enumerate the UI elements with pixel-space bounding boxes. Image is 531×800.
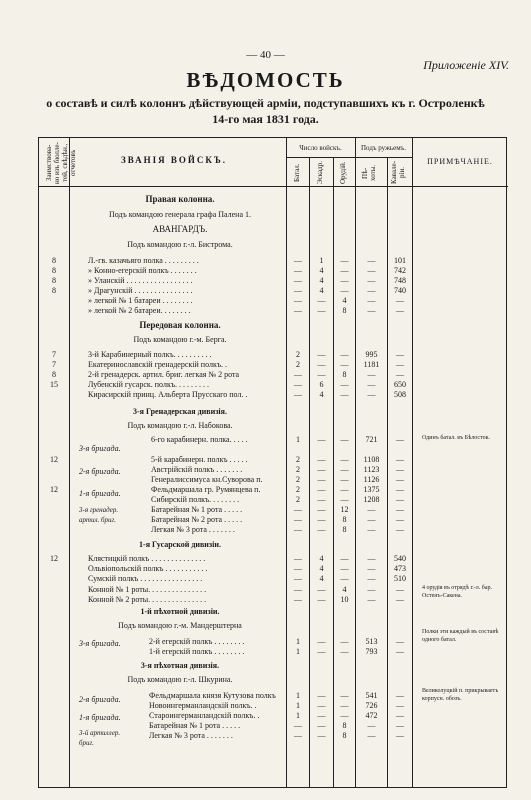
row-squadrons: —: [317, 475, 326, 484]
row-cavalry: —: [396, 360, 404, 369]
row-cavalry: —: [396, 595, 404, 604]
row-squadrons: 4: [319, 390, 324, 399]
row-infantry: —: [367, 721, 376, 730]
row-guns: 8: [342, 731, 347, 740]
row-infantry: —: [367, 564, 376, 573]
row-cavalry: —: [396, 465, 404, 474]
row-squadrons: —: [317, 701, 326, 710]
row-guns: 8: [342, 306, 347, 315]
row-battalions: 2: [296, 495, 300, 504]
header-rule: [39, 186, 508, 187]
row-unit-name: » Уланскій . . . . . . . . . . . . . . . . .: [88, 276, 193, 285]
row-infantry: —: [367, 515, 376, 524]
row-battalions: 2: [296, 465, 300, 474]
row-cavalry: —: [396, 296, 404, 305]
row-infantry: —: [367, 574, 376, 583]
row-cavalry: —: [396, 525, 404, 534]
row-battalions: 1: [296, 435, 300, 444]
header-source: Заимствова- но изъ бюлле- тей, свѣдѣн., отчетовъ: [45, 142, 77, 184]
row-cavalry: 473: [394, 564, 406, 573]
row-infantry: 995: [365, 350, 378, 359]
section-title: 1-й пѣхотной дивизіи.: [140, 607, 220, 616]
section-title: 3-я пѣхотная дивизія.: [140, 661, 220, 670]
row-infantry: —: [367, 306, 376, 315]
row-guns: —: [340, 455, 349, 464]
row-battalions: 2: [296, 475, 300, 484]
brigade-label: 2-я бригада.: [79, 467, 121, 476]
row-guns: —: [340, 495, 349, 504]
row-source-number: 12: [50, 485, 58, 494]
brigade-label: 3-я бригада.: [79, 444, 121, 453]
row-battalions: 2: [296, 350, 300, 359]
row-cavalry: 650: [394, 380, 406, 389]
row-battalions: —: [294, 515, 302, 524]
row-battalions: 1: [296, 701, 300, 710]
row-infantry: —: [367, 554, 376, 563]
row-unit-name: Генералиссимуса кн.Суворова п.: [151, 475, 263, 484]
header-infantry: Пѣ- хоты.: [361, 164, 377, 182]
remark-note: Великолуцкій п. прикрываетъ корпусн. обозъ.: [422, 688, 499, 702]
row-infantry: —: [367, 276, 376, 285]
row-unit-name: Конной № 2 роты. . . . . . . . . . . . . . .: [88, 595, 207, 604]
row-guns: 4: [342, 585, 347, 594]
page-number: — 40 —: [246, 49, 285, 61]
section-title: 1-я Гусарской дивизіи.: [139, 540, 221, 549]
row-squadrons: —: [317, 637, 326, 646]
row-source-number: 7: [52, 350, 56, 359]
row-battalions: —: [294, 266, 302, 275]
section-title: Правая колонна.: [145, 194, 215, 204]
row-unit-name: Л.-гв. казачьяго полка . . . . . . . . .: [88, 256, 199, 265]
row-infantry: —: [367, 595, 376, 604]
row-unit-name: Екатеринославскій гренадерскій полкъ. .: [88, 360, 227, 369]
row-infantry: —: [367, 380, 376, 389]
row-cavalry: —: [396, 637, 404, 646]
row-guns: 8: [342, 721, 347, 730]
row-squadrons: —: [317, 495, 326, 504]
row-infantry: 1123: [363, 465, 380, 474]
row-cavalry: —: [396, 585, 404, 594]
row-cavalry: —: [396, 370, 404, 379]
header-number-of-troops: Число войскъ.: [299, 144, 342, 152]
table-row: [39, 573, 508, 584]
row-battalions: —: [294, 286, 302, 295]
row-battalions: 2: [296, 485, 300, 494]
row-guns: —: [340, 574, 349, 583]
row-guns: 4: [342, 296, 347, 305]
row-guns: —: [340, 360, 349, 369]
row-cavalry: —: [396, 691, 404, 700]
row-infantry: 1375: [363, 485, 380, 494]
row-source-number: 12: [50, 554, 58, 563]
row-unit-name: 2-й гренадерск. артил. бриг. легкая № 2 рота: [88, 370, 240, 379]
row-guns: 12: [340, 505, 349, 514]
row-unit-name: Кирасирскій принц. Альберта Прусскаго пол. .: [88, 390, 248, 399]
section-title: АВАНГАРДЪ.: [152, 224, 208, 234]
row-unit-name: Сибирскій полкъ. . . . . . . .: [151, 495, 240, 504]
section-title: Передовая колонна.: [139, 320, 221, 330]
row-infantry: —: [367, 370, 376, 379]
row-infantry: 1108: [363, 455, 380, 464]
row-source-number: 7: [52, 360, 56, 369]
row-battalions: —: [294, 595, 302, 604]
row-unit-name: Батарейная № 1 рота . . . . .: [149, 721, 241, 730]
row-guns: —: [340, 564, 349, 573]
row-squadrons: —: [317, 525, 326, 534]
row-squadrons: 4: [319, 286, 324, 295]
row-battalions: —: [294, 721, 302, 730]
row-battalions: —: [294, 256, 302, 265]
row-battalions: —: [294, 370, 302, 379]
row-unit-name: Лубенскій гусарск. полкъ. . . . . . . . .: [88, 380, 209, 389]
row-battalions: —: [294, 306, 302, 315]
row-battalions: 1: [296, 637, 300, 646]
row-unit-name: Клястицкій полкъ . . . . . . . . . . . . . .: [88, 554, 206, 563]
row-battalions: —: [294, 390, 302, 399]
row-guns: —: [340, 256, 349, 265]
row-unit-name: Батарейная № 2 рота . . . . .: [151, 515, 243, 524]
row-guns: —: [340, 647, 349, 656]
section-command: Подъ командою г.-м. Мандерштерна: [118, 621, 242, 630]
brigade-label: 1-я бригада.: [79, 489, 121, 498]
brigade-label: 3-я бригада.: [79, 639, 121, 648]
row-guns: —: [340, 380, 349, 389]
header-guns: Орудій.: [339, 161, 347, 184]
document-subtitle: о составѣ и силѣ колоннъ дѣйствующей арміи, подступавшихъ къ г. Остроленкѣ: [46, 96, 485, 110]
brigade-label: 3-й артиллер. бриг.: [79, 729, 121, 747]
header-battalions: Батал.: [293, 163, 301, 183]
row-guns: —: [340, 711, 349, 720]
row-infantry: —: [367, 525, 376, 534]
row-unit-name: Легкая № 3 рота . . . . . . .: [149, 731, 233, 740]
row-infantry: 793: [365, 647, 378, 656]
row-battalions: 2: [296, 360, 300, 369]
header-remarks: ПРИМѢЧАНІЕ.: [427, 157, 493, 166]
row-infantry: 726: [365, 701, 378, 710]
row-cavalry: 540: [394, 554, 406, 563]
row-guns: —: [340, 266, 349, 275]
row-squadrons: 4: [319, 276, 324, 285]
row-infantry: 541: [365, 691, 378, 700]
row-squadrons: 1: [319, 256, 324, 265]
row-unit-name: Староингерманландскій полкъ. .: [149, 711, 260, 720]
row-cavalry: —: [396, 475, 404, 484]
row-infantry: 513: [365, 637, 378, 646]
row-squadrons: —: [317, 721, 326, 730]
row-unit-name: Ольвіопольскій полкъ . . . . . . . . . . .: [88, 564, 208, 573]
document-title: ВѢДОМОСТЬ: [186, 68, 345, 92]
row-squadrons: —: [317, 455, 326, 464]
brigade-label: 3-я гренадер. артил. бриг.: [79, 506, 119, 524]
row-battalions: —: [294, 276, 302, 285]
row-unit-name: 1-й егерскій полкъ . . . . . . . .: [149, 647, 245, 656]
row-guns: —: [340, 475, 349, 484]
document-date: 14-го мая 1831 года.: [212, 112, 319, 126]
row-battalions: 1: [296, 647, 300, 656]
row-source-number: 8: [52, 370, 56, 379]
row-infantry: —: [367, 585, 376, 594]
row-cavalry: —: [396, 515, 404, 524]
row-cavalry: —: [396, 435, 404, 444]
row-squadrons: —: [317, 647, 326, 656]
row-squadrons: 4: [319, 554, 324, 563]
row-squadrons: —: [317, 731, 326, 740]
row-source-number: 8: [52, 276, 56, 285]
row-source-number: 8: [52, 266, 56, 275]
row-unit-name: Фельдмаршала гр. Румянцева п.: [151, 485, 261, 494]
row-cavalry: —: [396, 721, 404, 730]
row-unit-name: » легкой № 2 батареи. . . . . . . .: [88, 306, 191, 315]
table-row: [39, 524, 508, 535]
row-cavalry: 101: [394, 256, 406, 265]
row-infantry: —: [367, 296, 376, 305]
row-guns: —: [340, 485, 349, 494]
troops-table: [38, 137, 507, 788]
table-row: [39, 646, 508, 657]
row-battalions: —: [294, 296, 302, 305]
row-source-number: 12: [50, 455, 58, 464]
row-battalions: —: [294, 380, 302, 389]
remark-note: Полки эти каждый въ составѣ одного батал.: [422, 629, 499, 643]
row-guns: 8: [342, 515, 347, 524]
section-command: Подъ командою генерала графа Палена 1.: [108, 210, 252, 219]
row-infantry: —: [367, 731, 376, 740]
table-row: [39, 730, 508, 741]
row-guns: —: [340, 286, 349, 295]
row-battalions: —: [294, 525, 302, 534]
section-title: 3-я Гренадерская дивизія.: [133, 407, 227, 416]
row-cavalry: —: [396, 505, 404, 514]
row-infantry: —: [367, 256, 376, 265]
row-battalions: 2: [296, 455, 300, 464]
row-unit-name: Легкая № 3 рота . . . . . . .: [151, 525, 235, 534]
row-guns: —: [340, 350, 349, 359]
section-command: Подъ командою г.-л. Бистрома.: [127, 240, 233, 249]
brigade-label: 2-я бригада.: [79, 695, 121, 704]
row-squadrons: —: [317, 465, 326, 474]
row-battalions: —: [294, 564, 302, 573]
row-squadrons: —: [317, 585, 326, 594]
row-squadrons: 4: [319, 574, 324, 583]
row-cavalry: —: [396, 350, 404, 359]
row-guns: 8: [342, 370, 347, 379]
row-infantry: 1208: [363, 495, 380, 504]
row-battalions: 1: [296, 711, 300, 720]
row-cavalry: —: [396, 485, 404, 494]
row-source-number: 8: [52, 286, 56, 295]
row-guns: —: [340, 276, 349, 285]
row-cavalry: 748: [394, 276, 406, 285]
row-infantry: —: [367, 266, 376, 275]
row-unit-name: 5-й карабинерн. полкъ . . . . .: [151, 455, 248, 464]
row-source-number: 8: [52, 256, 56, 265]
table-row: [39, 305, 508, 316]
row-cavalry: 740: [394, 286, 406, 295]
row-unit-name: » легкой № 1 батареи . . . . . . . .: [88, 296, 193, 305]
row-battalions: —: [294, 731, 302, 740]
row-squadrons: —: [317, 370, 326, 379]
row-squadrons: —: [317, 515, 326, 524]
brigade-label: 1-я бригада.: [79, 713, 121, 722]
row-unit-name: 2-й егерскій полкъ . . . . . . . .: [149, 637, 245, 646]
row-squadrons: —: [317, 350, 326, 359]
row-infantry: —: [367, 390, 376, 399]
header-under-arms: Подъ ружьемъ.: [360, 144, 407, 152]
row-unit-name: Фельдмаршала князя Кутузова полкъ: [149, 691, 276, 700]
table-row: [39, 594, 508, 605]
appendix-label: Приложеніе XIV.: [423, 58, 509, 72]
row-unit-name: Новоингерманландскій полкъ. .: [149, 701, 257, 710]
header-rule: [286, 157, 412, 158]
row-cavalry: —: [396, 455, 404, 464]
row-squadrons: —: [317, 360, 326, 369]
row-guns: 10: [340, 595, 349, 604]
row-guns: —: [340, 701, 349, 710]
row-cavalry: —: [396, 731, 404, 740]
row-squadrons: —: [317, 595, 326, 604]
row-guns: —: [340, 465, 349, 474]
row-unit-name: » Конно-егерскій полкъ . . . . . . .: [88, 266, 197, 275]
row-battalions: 1: [296, 691, 300, 700]
row-cavalry: —: [396, 701, 404, 710]
row-infantry: 472: [365, 711, 378, 720]
row-unit-name: 3-й Карабинерный полкъ. . . . . . . . . .: [88, 350, 212, 359]
section-command: Подъ командою г.-л. Набокова.: [127, 421, 233, 430]
row-battalions: —: [294, 505, 302, 514]
row-squadrons: 4: [319, 266, 324, 275]
header-squadrons: Эскадр.: [316, 161, 324, 184]
row-cavalry: —: [396, 306, 404, 315]
row-cavalry: 742: [394, 266, 406, 275]
header-ranks: ЗВАНІЯ ВОЙСКЪ.: [120, 155, 228, 165]
row-guns: —: [340, 390, 349, 399]
remark-note: Одинъ батал. въ Бѣлосток.: [422, 435, 491, 441]
row-squadrons: —: [317, 435, 326, 444]
row-squadrons: —: [317, 296, 326, 305]
row-infantry: 721: [365, 435, 378, 444]
row-squadrons: 6: [319, 380, 324, 389]
row-squadrons: —: [317, 505, 326, 514]
table-row: [39, 389, 508, 400]
section-command: Подъ командою г.-л. Шкурина.: [127, 675, 233, 684]
table-row: [39, 434, 508, 445]
row-unit-name: Сумскій полкъ . . . . . . . . . . . . . . . .: [88, 574, 203, 583]
row-squadrons: —: [317, 485, 326, 494]
remark-note: 4 орудія въ отрядѣ г.-л. бар. Остенъ-Сакена.: [422, 585, 492, 599]
row-infantry: —: [367, 505, 376, 514]
row-squadrons: —: [317, 711, 326, 720]
row-cavalry: —: [396, 647, 404, 656]
row-unit-name: » Драгунскій . . . . . . . . . . . . . . .: [88, 286, 193, 295]
row-cavalry: 508: [394, 390, 406, 399]
row-source-number: 15: [50, 380, 58, 389]
row-battalions: —: [294, 574, 302, 583]
row-battalions: —: [294, 554, 302, 563]
row-unit-name: Батарейная № 1 рота . . . . .: [151, 505, 243, 514]
row-infantry: 1126: [363, 475, 380, 484]
row-guns: —: [340, 637, 349, 646]
row-unit-name: Конной № 1 роты. . . . . . . . . . . . . . .: [88, 585, 207, 594]
row-guns: —: [340, 691, 349, 700]
header-cavalry: Кавале- ріи.: [390, 161, 406, 184]
row-cavalry: 510: [394, 574, 406, 583]
section-command: Подъ командою г.-м. Берга.: [133, 335, 227, 344]
row-guns: 8: [342, 525, 347, 534]
row-battalions: —: [294, 585, 302, 594]
row-squadrons: 4: [319, 564, 324, 573]
row-squadrons: —: [317, 306, 326, 315]
row-infantry: 1181: [363, 360, 380, 369]
row-squadrons: —: [317, 691, 326, 700]
row-guns: —: [340, 554, 349, 563]
row-cavalry: —: [396, 495, 404, 504]
row-unit-name: 6-го карабинерн. полка. . . . .: [151, 435, 248, 444]
row-guns: —: [340, 435, 349, 444]
row-unit-name: Австрійскій полкъ . . . . . . .: [151, 465, 243, 474]
row-cavalry: —: [396, 711, 404, 720]
row-infantry: —: [367, 286, 376, 295]
